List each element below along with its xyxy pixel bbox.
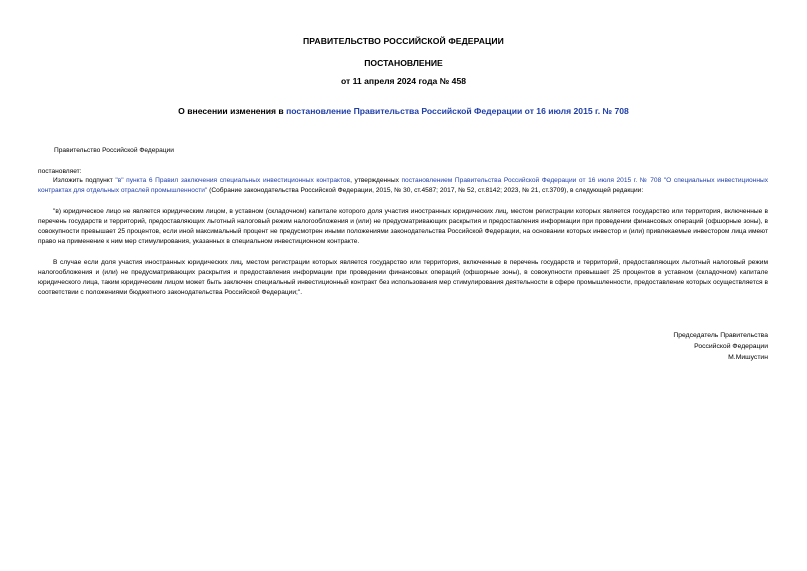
resolution-link[interactable]: постановлением Правительства Российской Федерации от 16 июля 2015 г. № 708 "О специальных инвестиционных контрактах для отдельных отраслей промышленности" xyxy=(38,177,768,194)
government-line: Правительство Российской Федерации xyxy=(54,147,174,154)
signature-country: Российской Федерации xyxy=(694,343,768,350)
government-heading: ПРАВИТЕЛЬСТВО РОССИЙСКОЙ ФЕДЕРАЦИИ xyxy=(303,36,504,46)
document-subject xyxy=(0,106,807,116)
rules-link[interactable]: "в" пункта 6 Правил заключения специальных инвестиционных контрактов xyxy=(115,177,351,184)
p1-text-3: (Собрание законодательства Российской Федерации, 2015, № 30, ст.4587; 2017, № 52, ст.8142; 2023, № 21, ст.3709), в следующей редакции: xyxy=(207,187,644,194)
document-type-heading: ПОСТАНОВЛЕНИЕ xyxy=(364,58,443,68)
date-number-heading: от 11 апреля 2024 года № 458 xyxy=(341,76,466,86)
decides-line: постановляет: xyxy=(38,168,82,175)
signature-title: Председатель Правительства xyxy=(673,332,768,339)
paragraph-2: "в) юридическое лицо не является юридическим лицом, в уставном (складочном) капитале которого доля участия иностранных юридических лиц, местом регистрации которых является государство или территория, включенные в перечень государств и территорий, предоставляющих льготный налоговый режим налогообложения и (или) не предусматривающих раскрытия и предоставления информации при проведении финансовых операций (офшорные зоны), в совокупности превышает 25 процентов, если иной максимальный процент не предусмотрен иными положениями законодательства Российской Федерации, на основании которых инвестор и (или) привлекаемые инвестором лица имеют право на применение к ним мер стимулирования, указанных в специальном инвестиционном контракте. xyxy=(38,208,768,245)
p1-text-2: , утвержденных xyxy=(350,177,402,184)
subject-link[interactable]: постановление Правительства Российской Федерации от 16 июля 2015 г. № 708 xyxy=(286,106,629,116)
signature-name: М.Мишустин xyxy=(728,354,768,361)
paragraph-1 xyxy=(38,176,768,196)
signature-block xyxy=(673,330,768,363)
paragraph-3: В случае если доля участия иностранных юридических лиц, местом регистрации которых является государство или территория, включенные в перечень государств и территорий, предоставляющих льготный налоговый режим налогообложения и (или) не предусматривающих раскрытия и предоставления информации при проведении финансовых операций (офшорные зоны), в совокупности превышает 25 процентов в уставном (складочном) капитале юридического лица, таким юридическим лицом может быть заключен специальный инвестиционный контракт без использования мер стимулирования деятельности в сфере промышленности, предоставление которых осуществляется в соответствии с положениями бюджетного законодательства Российской Федерации;". xyxy=(38,259,768,296)
p1-text-1: Изложить подпункт xyxy=(53,177,116,184)
subject-prefix: О внесении изменения в xyxy=(178,106,287,116)
